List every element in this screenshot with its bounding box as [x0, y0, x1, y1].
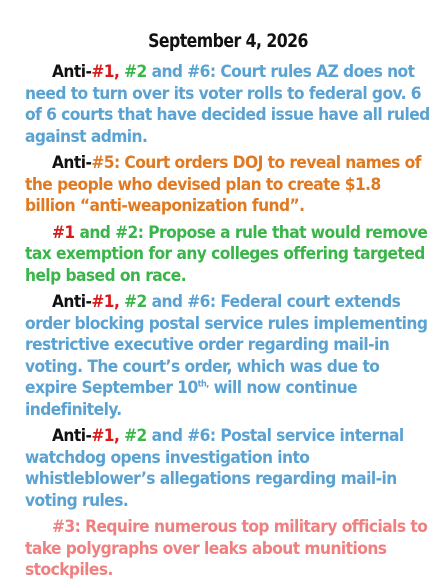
tag-1: #1 — [91, 62, 114, 82]
tag-separator: , — [113, 426, 125, 446]
entry-polygraphs — [25, 517, 431, 582]
tag-2: #2 — [124, 292, 147, 312]
entry-text-end: will now continue indefinitely. — [25, 378, 358, 420]
entry-text: #5: Court orders DOJ to reveal names of the people who devised plan to create $1.8 billion “anti-weaponization fund”. — [25, 153, 421, 216]
entry-postal-watchdog — [25, 426, 431, 512]
tag-1: #1 — [91, 292, 114, 312]
anti-label: Anti- — [52, 62, 92, 82]
entry-doj-names — [25, 153, 431, 218]
entry-tax-exemption — [25, 223, 431, 288]
tag-2: #2 — [124, 62, 147, 82]
entry-postal-order — [25, 292, 431, 421]
entry-text: and #6: Federal court extends order blocking postal service rules implementing restrictive executive order regarding mail-in voting. The court’s order, which was due to expire September 10 — [25, 292, 428, 398]
date-heading: September 4, 2026 — [148, 30, 308, 52]
tag-separator: , — [113, 62, 125, 82]
entry-text: and #2: Propose a rule that would remove tax exemption for any colleges offering targeted help based on race. — [25, 222, 428, 286]
entry-text: #3: Require numerous top military officials to take polygraphs over leaks about munitions stockpiles. — [25, 517, 428, 580]
entry-text: and #6: Postal service internal watchdog opens investigation into whistleblower’s allegations regarding mail-in voting rules. — [25, 426, 404, 511]
ordinal-suffix: th, — [197, 379, 209, 390]
entry-voter-rolls — [25, 62, 431, 148]
tag-separator: , — [113, 292, 125, 312]
entry-text: and #6: Court rules AZ does not need to turn over its voter rolls to federal gov. 6 of 6 courts that have decided issue have all ruled against admin. — [25, 62, 430, 147]
anti-label: Anti- — [52, 292, 92, 312]
anti-label: Anti- — [52, 153, 92, 173]
tag-2: #2 — [124, 426, 147, 446]
anti-label: Anti- — [52, 426, 92, 446]
tag-1: #1 — [52, 222, 75, 243]
tag-1: #1 — [91, 426, 114, 446]
